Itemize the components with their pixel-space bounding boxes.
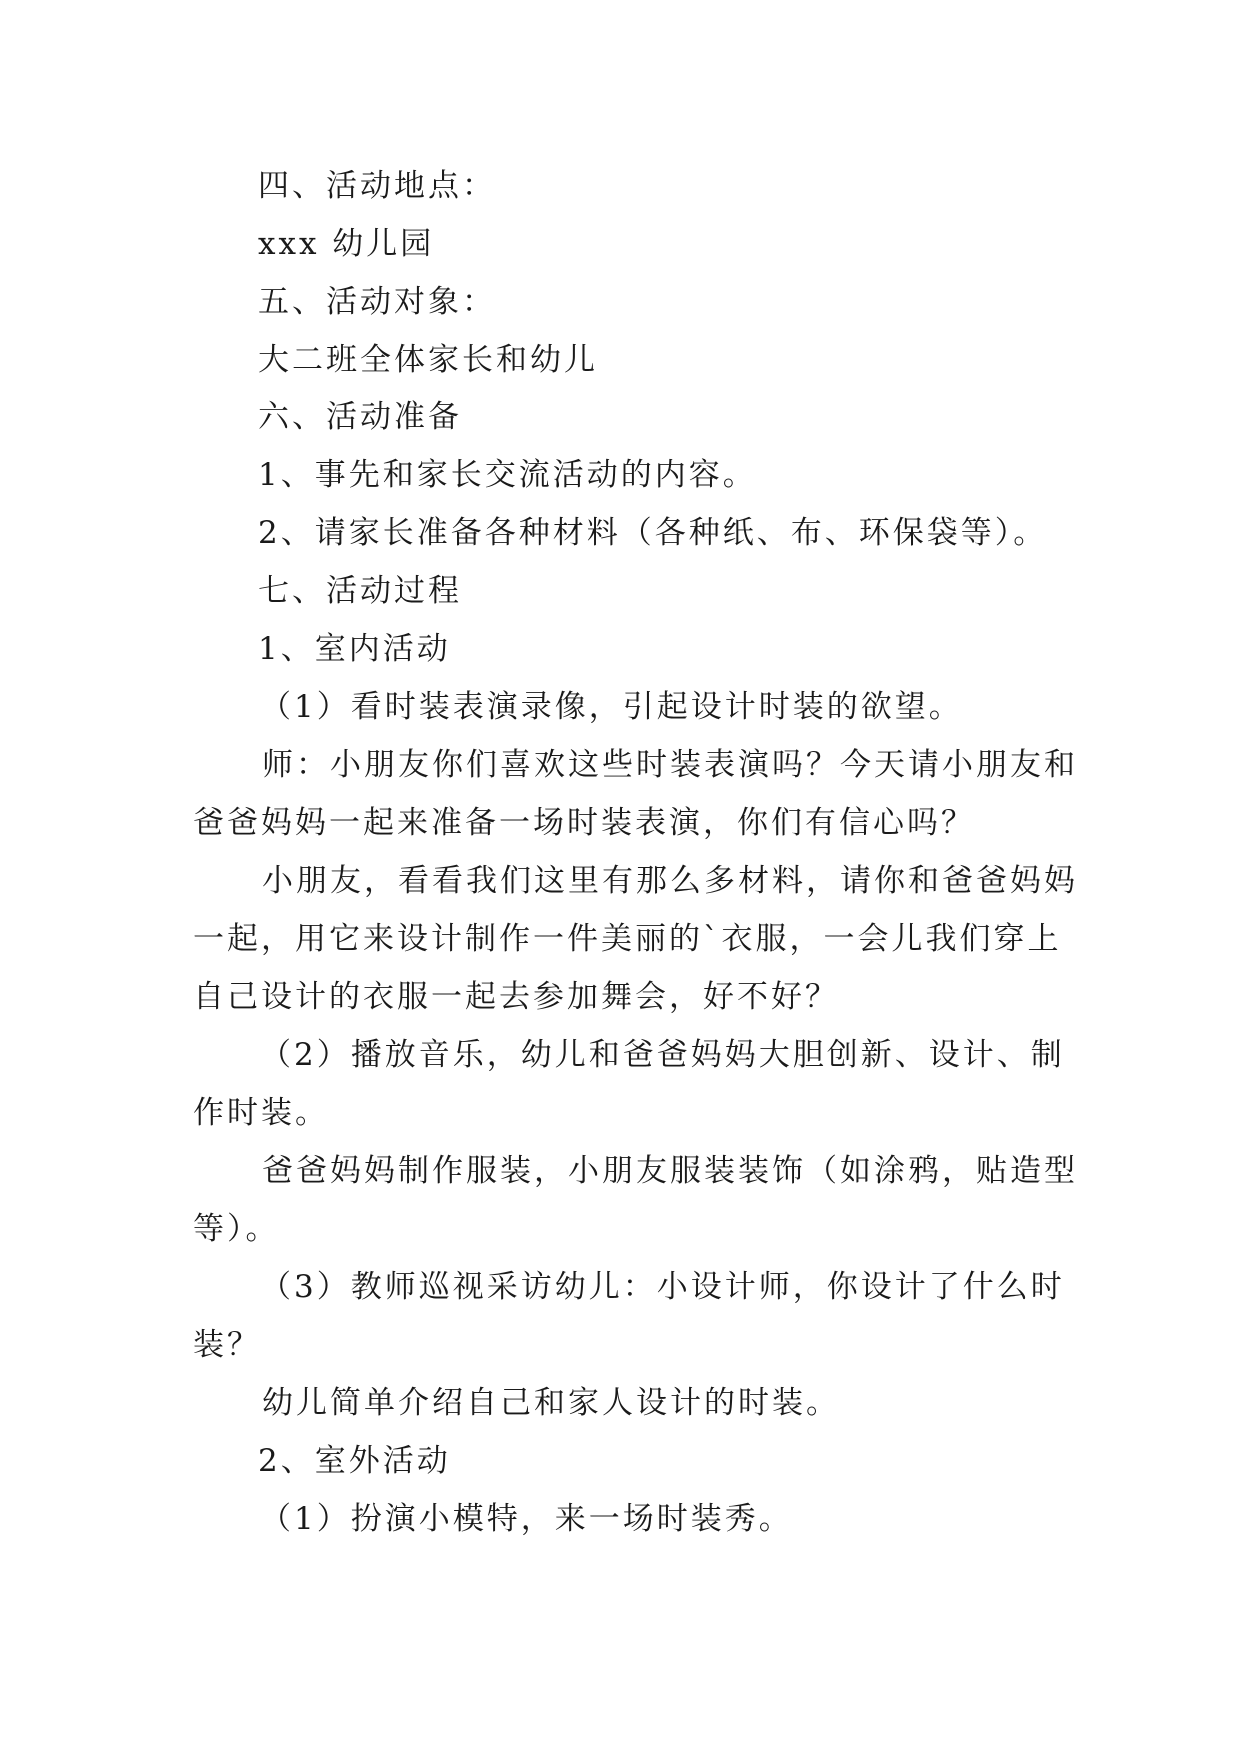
location-text: xxx 幼儿园 (258, 226, 435, 262)
section-heading-process: 七、活动过程 (258, 573, 462, 609)
subheading-indoor: 1、室内活动 (258, 631, 451, 667)
paragraph-line: 爸爸妈妈一起来准备一场时装表演，你们有信心吗？ (193, 805, 975, 841)
preparation-item-2: 2、请家长准备各种材料（各种纸、布、环保袋等）。 (258, 515, 1048, 551)
paragraph-line: 等）。 (193, 1211, 280, 1247)
paragraph-line: 小朋友，看看我们这里有那么多材料，请你和爸爸妈妈 (262, 863, 1078, 899)
subheading-outdoor: 2、室外活动 (258, 1443, 451, 1479)
indoor-step-2: （2）播放音乐，幼儿和爸爸妈妈大胆创新、设计、制 (260, 1037, 1065, 1073)
outdoor-step-1: （1）扮演小模特，来一场时装秀。 (260, 1501, 793, 1537)
paragraph-line: 自己设计的衣服一起去参加舞会，好不好？ (193, 979, 839, 1015)
indoor-step-1: （1）看时装表演录像，引起设计时装的欲望。 (260, 689, 963, 725)
indoor-step-3: （3）教师巡视采访幼儿：小设计师，你设计了什么时 (260, 1269, 1065, 1305)
paragraph-line: 爸爸妈妈制作服装，小朋友服装装饰（如涂鸦，贴造型 (262, 1153, 1078, 1189)
section-heading-preparation: 六、活动准备 (258, 399, 462, 435)
section-heading-audience: 五、活动对象： (258, 284, 496, 320)
paragraph-line: 一起，用它来设计制作一件美丽的`衣服，一会儿我们穿上 (193, 921, 1062, 957)
paragraph-line: 作时装。 (193, 1095, 329, 1131)
audience-text: 大二班全体家长和幼儿 (258, 342, 598, 378)
preparation-item-1: 1、事先和家长交流活动的内容。 (258, 457, 757, 493)
paragraph-line: 师：小朋友你们喜欢这些时装表演吗？今天请小朋友和 (262, 747, 1078, 783)
paragraph-line: 幼儿简单介绍自己和家人设计的时装。 (262, 1385, 840, 1421)
section-heading-location: 四、活动地点： (258, 168, 496, 204)
paragraph-line: 装？ (193, 1327, 261, 1363)
